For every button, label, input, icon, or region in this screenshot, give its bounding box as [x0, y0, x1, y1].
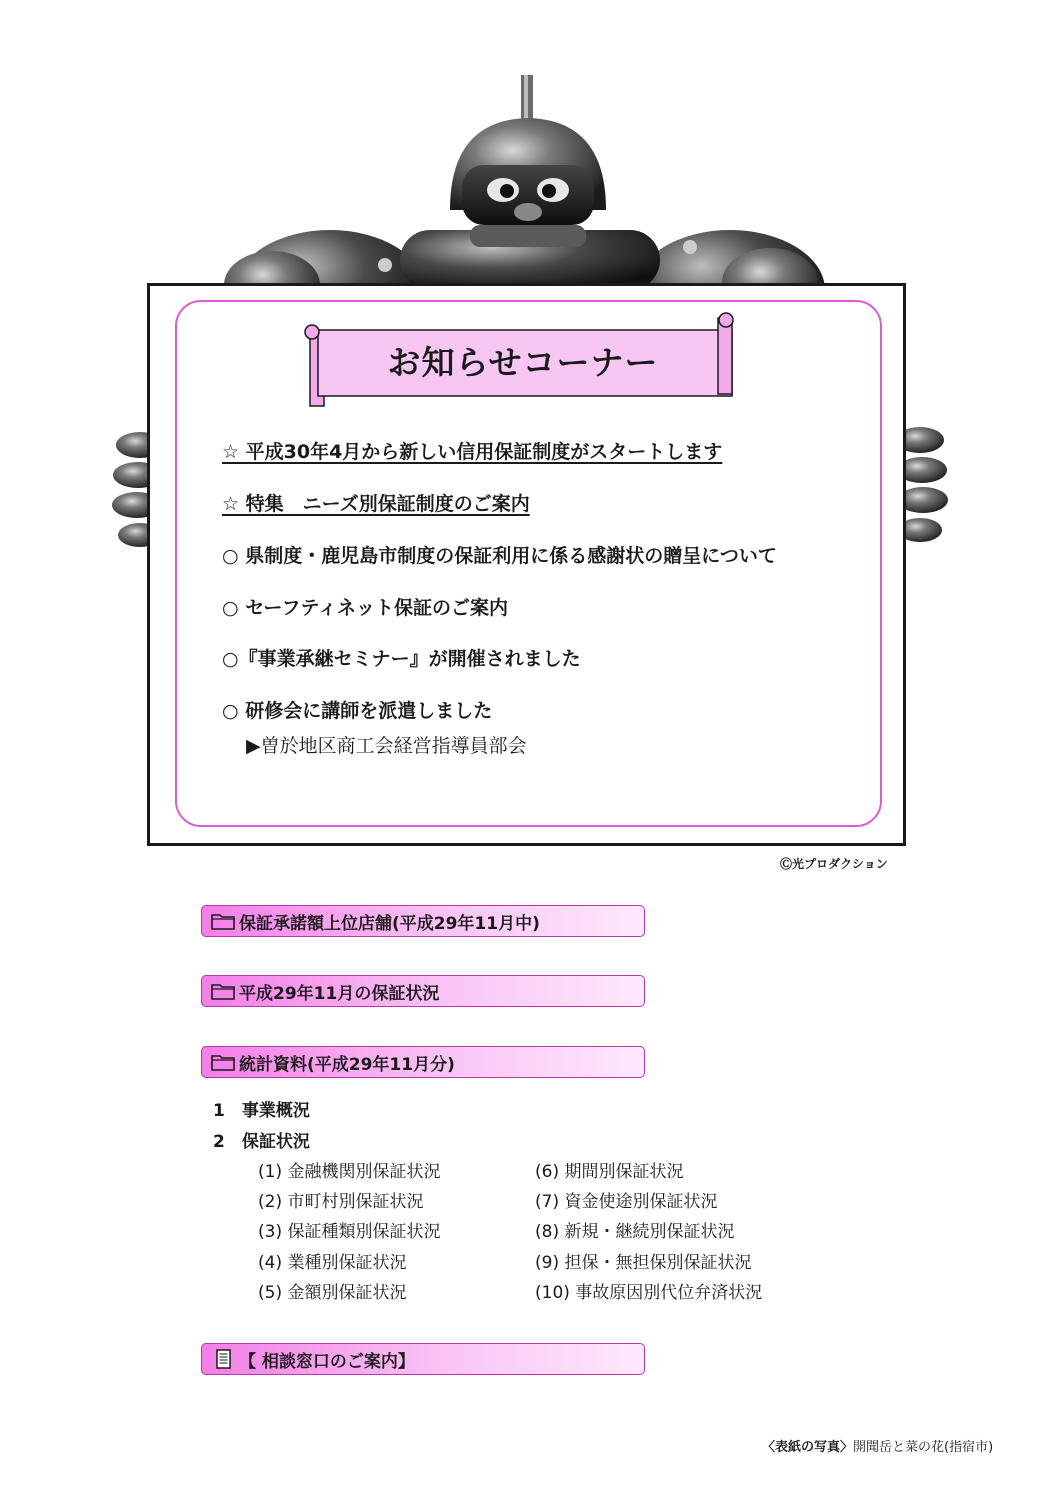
- statistics-sub-item: (2) 市町村別保証状況: [258, 1192, 424, 1212]
- notice-item-special-feature[interactable]: ☆ 特集 ニーズ別保証制度のご案内: [222, 493, 530, 515]
- section-consultation[interactable]: [201, 1343, 645, 1375]
- document-icon: [210, 1349, 236, 1369]
- cover-photo-caption-text: 開聞岳と菜の花(指宿市): [853, 1440, 994, 1455]
- notice-item-safety-net: ○ セーフティネット保証のご案内: [222, 597, 508, 619]
- notice-item-seminar: ○『事業承継セミナー』が開催されました: [222, 648, 581, 670]
- statistics-sub-item: (1) 金融機関別保証状況: [258, 1162, 441, 1182]
- section-ranking[interactable]: [201, 905, 645, 937]
- notice-sub-item: ▶曽於地区商工会経営指導員部会: [246, 735, 527, 757]
- statistics-sub-item: (4) 業種別保証状況: [258, 1253, 407, 1273]
- statistics-sub-item: (10) 事故原因別代位弁済状況: [535, 1283, 763, 1303]
- folder-icon: [210, 981, 236, 1001]
- notice-corner-title: お知らせコーナー: [387, 342, 659, 382]
- section-statistics[interactable]: [201, 1046, 645, 1078]
- statistics-sub-item: (7) 資金使途別保証状況: [535, 1192, 718, 1212]
- section-statistics-label: 統計資料(平成29年11月分): [239, 1054, 455, 1075]
- statistics-item-guarantee-status: 2 保証状況: [213, 1132, 310, 1152]
- statistics-sub-item: (3) 保証種類別保証状況: [258, 1222, 441, 1242]
- statistics-sub-item: (8) 新規・継続別保証状況: [535, 1222, 735, 1242]
- folder-icon: [210, 1052, 236, 1072]
- copyright-credit: Ⓒ光プロダクション: [780, 857, 888, 871]
- notice-item-new-guarantee-system[interactable]: ☆ 平成30年4月から新しい信用保証制度がスタートします: [222, 441, 723, 463]
- statistics-sub-item: (9) 担保・無担保別保証状況: [535, 1253, 752, 1273]
- section-guarantee-status-label: 平成29年11月の保証状況: [239, 983, 440, 1004]
- cover-photo-caption: [762, 1436, 993, 1455]
- statistics-sub-item: (5) 金額別保証状況: [258, 1283, 407, 1303]
- section-guarantee-status[interactable]: [201, 975, 645, 1007]
- statistics-item-business-overview: 1 事業概況: [213, 1101, 310, 1121]
- cover-photo-caption-label: 〈表紙の写真〉: [762, 1440, 854, 1455]
- section-consultation-label: 【 相談窓口のご案内】: [239, 1351, 415, 1372]
- notice-item-training-lecturer: ○ 研修会に講師を派遣しました: [222, 700, 493, 722]
- statistics-sub-item: (6) 期間別保証状況: [535, 1162, 684, 1182]
- folder-icon: [210, 911, 236, 931]
- section-ranking-label: 保証承諾額上位店舗(平成29年11月中): [239, 913, 540, 934]
- notice-item-appreciation-letter: ○ 県制度・鹿児島市制度の保証利用に係る感謝状の贈呈について: [222, 545, 777, 567]
